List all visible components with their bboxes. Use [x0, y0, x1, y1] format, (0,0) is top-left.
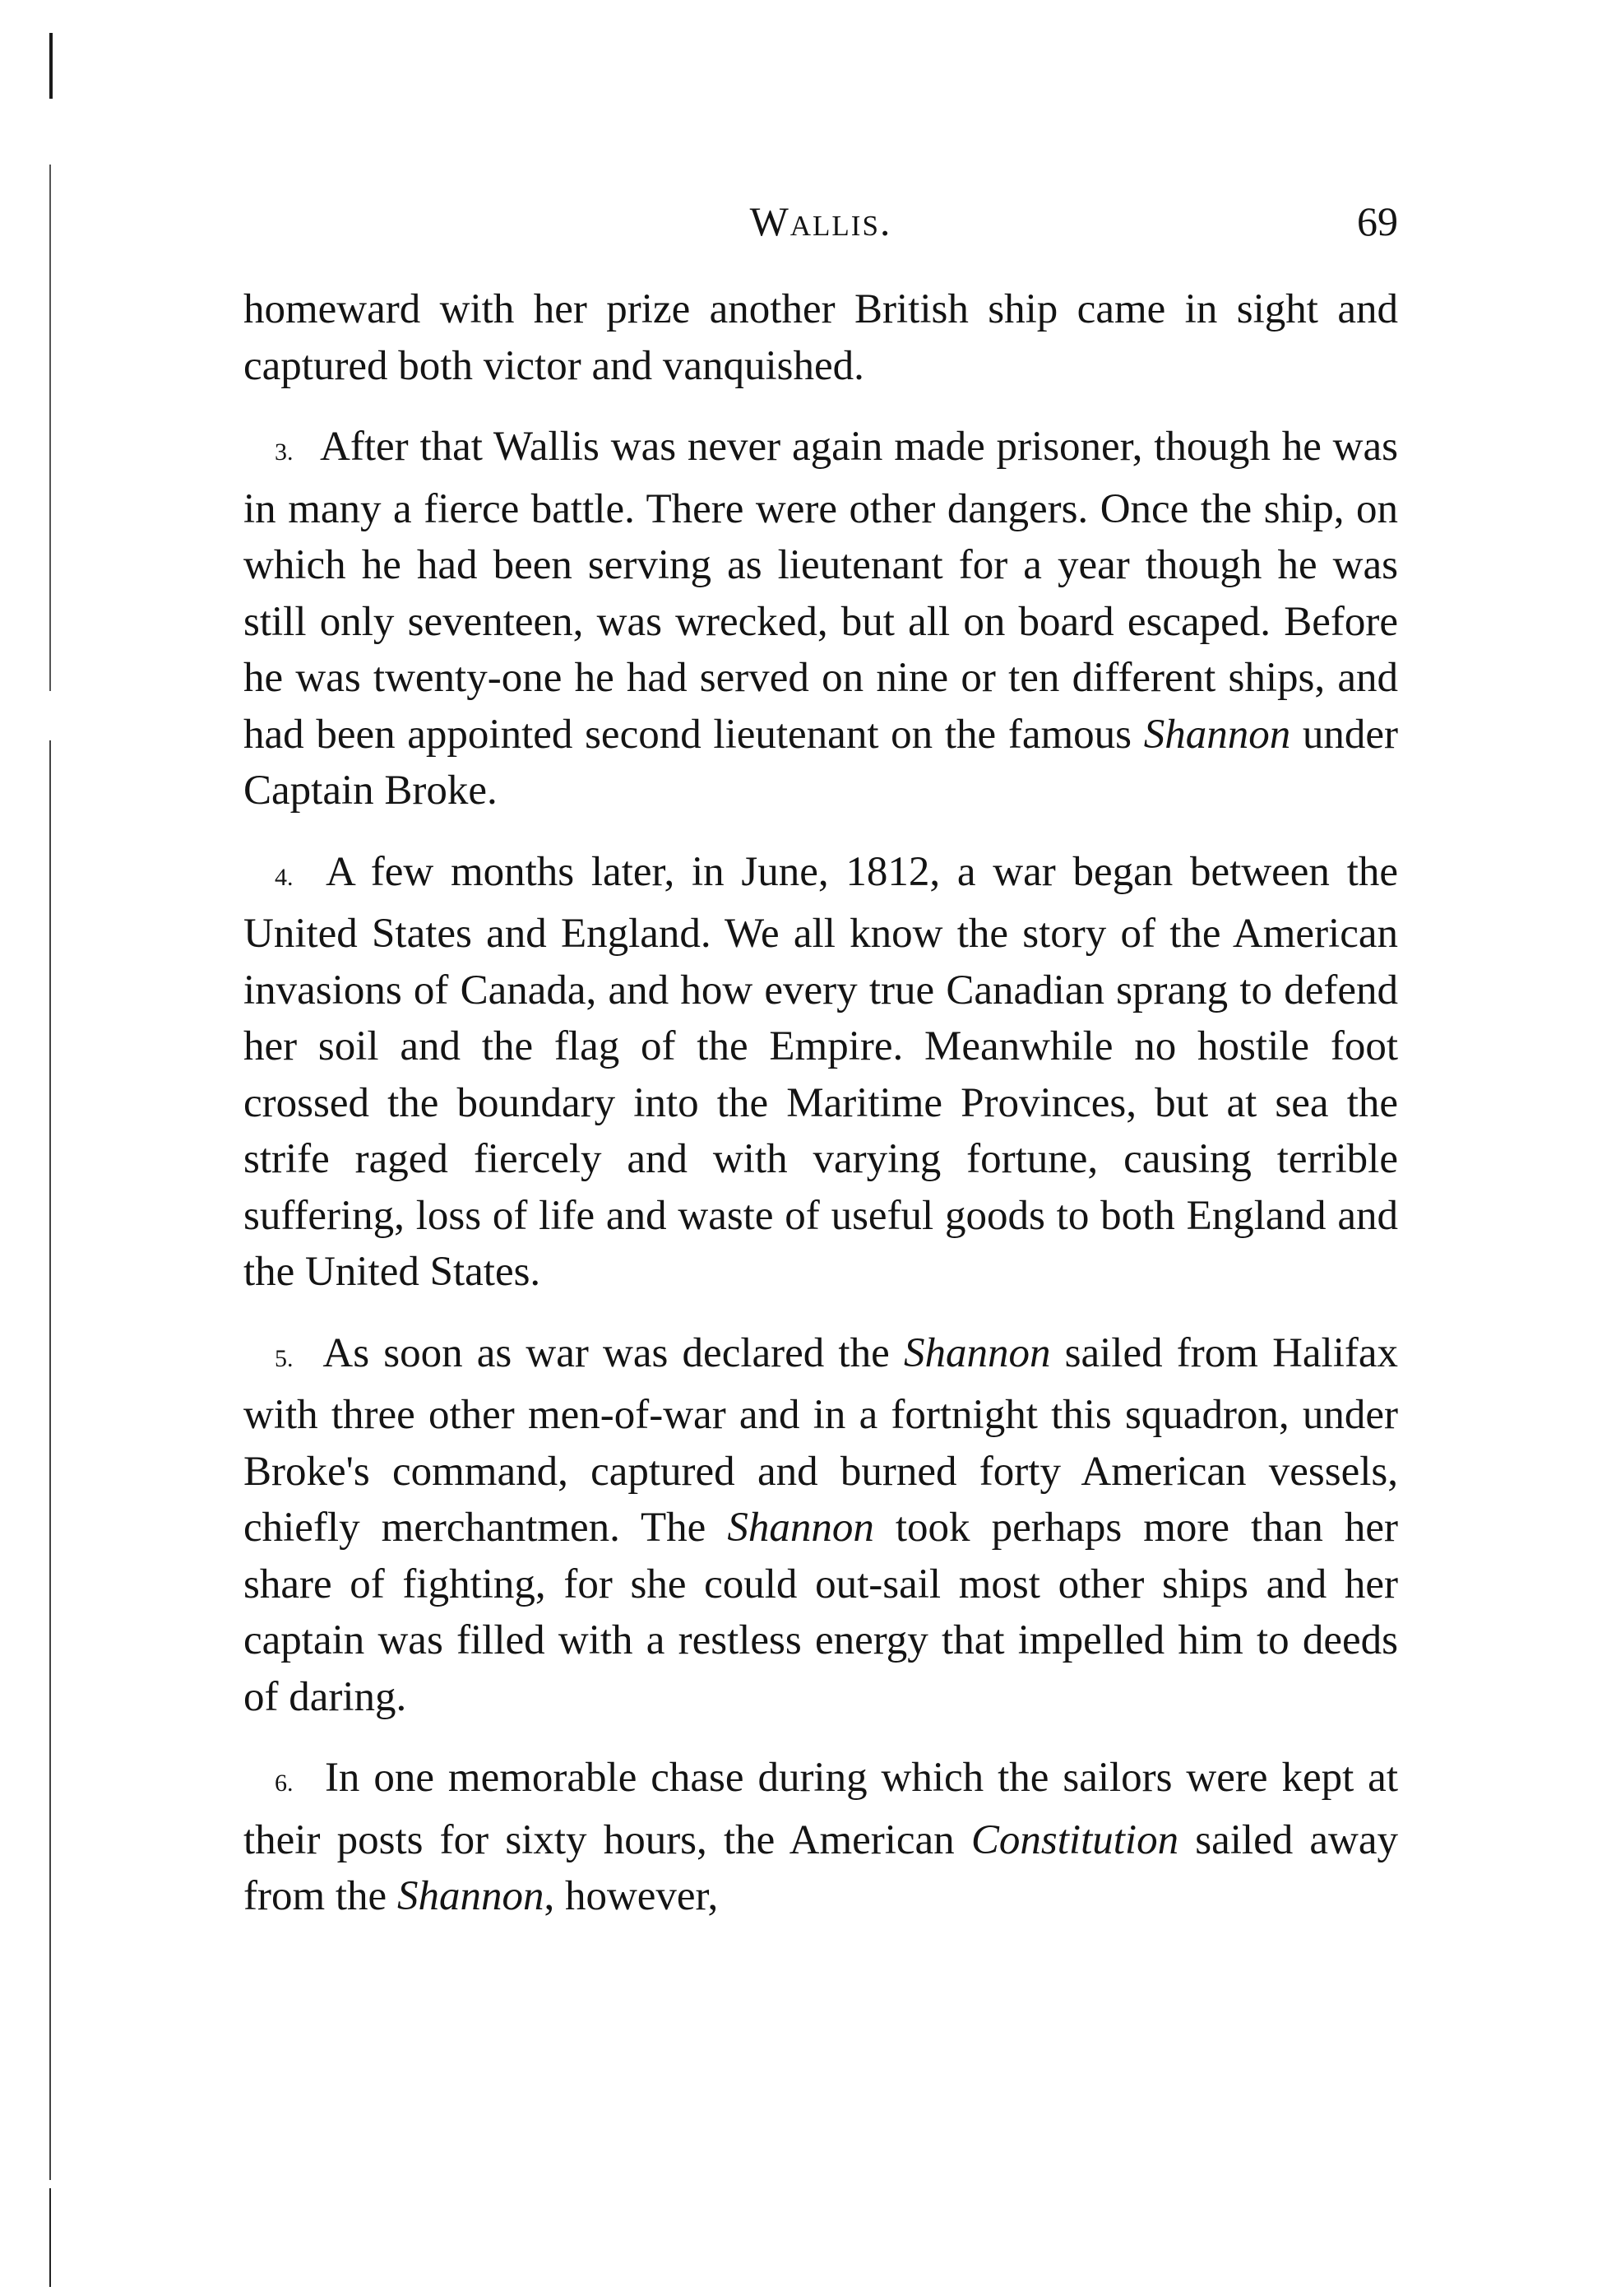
running-head	[243, 197, 1398, 263]
text-segment: In one memorable chase during which the sailors were kept at their posts for sixty hours, the American	[243, 1755, 1398, 1863]
scan-edge-mark	[49, 33, 53, 99]
paragraph-number: 6.	[275, 1770, 294, 1797]
paragraph-3	[243, 419, 1398, 819]
ship-name: Constitution	[970, 1816, 1179, 1863]
text-segment: A few months later, in June, 1812, a war began between the United States and England. We all know the story of the American invasions of Canada, and how every true Canadian sprang to defend her soil and the flag of the Empire. Meanwhile no hostile foot crossed the boundary into the Maritime Provinces, but at sea the strife raged fiercely and with varying fortune, causing terrible suffering, loss of life and waste of useful goods to both England and the United States.	[243, 848, 1398, 1295]
text-segment: sailed away from the	[243, 1816, 1399, 1919]
ship-name: Shannon	[903, 1329, 1051, 1376]
paragraph-number: 5.	[275, 1344, 294, 1372]
ship-name: Shannon	[727, 1505, 874, 1551]
ship-name: Shannon	[1143, 711, 1291, 758]
paragraph-4	[243, 844, 1398, 1301]
running-title: Wallis.	[749, 198, 892, 244]
text-segment: under Captain Broke.	[243, 711, 1398, 814]
paragraph-number: 4.	[275, 863, 294, 891]
paragraph-continued	[243, 281, 1398, 394]
scan-edge-mark	[49, 2188, 51, 2287]
paragraph-6	[243, 1750, 1398, 1925]
scan-edge-mark	[49, 165, 51, 691]
book-page	[243, 197, 1398, 1925]
paragraph-number: 3.	[275, 438, 294, 466]
paragraph-5	[243, 1325, 1398, 1726]
text-segment: After that Wallis was never again made prisoner, though he was in many a fierce battle. There were other dangers. Once the ship, on which he had been serving as lieutenant for a year though he was still only seventeen, was wrecked, but all on board escaped. Before he was twenty-one he had served on nine or ten different ships, and had been appointed second lieutenant on the famous	[243, 424, 1398, 758]
scan-edge-mark	[49, 740, 51, 2180]
page-number: 69	[1357, 198, 1398, 244]
text-segment: As soon as war was declared the	[322, 1329, 904, 1376]
ship-name: Shannon	[396, 1873, 544, 1919]
text-segment: took perhaps more than her share of fighting, for she could out-sail most other ships and her captain was filled with a restless energy that impelled him to deeds of daring.	[243, 1505, 1398, 1720]
text-segment: sailed from Halifax with three other men-of-war and in a fortnight this squadron, under Broke's command, captured and burned forty American vessels, chiefly merchantmen. The	[243, 1329, 1399, 1551]
text-segment: , however,	[544, 1873, 719, 1919]
text-segment: homeward with her prize another British ship came in sight and captured both victor and vanquished.	[243, 286, 1398, 389]
